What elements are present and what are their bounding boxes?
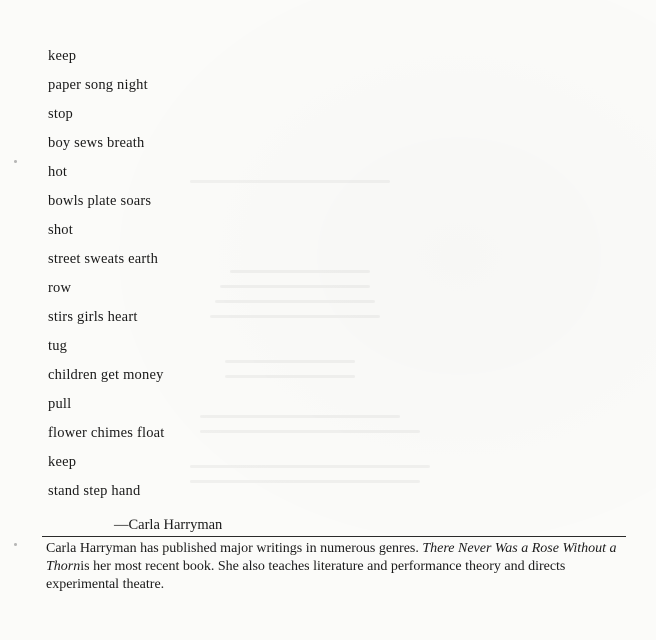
poem-line: pull bbox=[48, 396, 72, 412]
poem-line: shot bbox=[48, 222, 73, 238]
poem-line: keep bbox=[48, 48, 77, 64]
poem-line: stirs girls heart bbox=[48, 309, 138, 325]
author-bio bbox=[46, 540, 632, 594]
poem-line: keep bbox=[48, 454, 77, 470]
paper-speck bbox=[14, 160, 17, 163]
bio-lead-text: Carla Harryman has published major writings in numerous genres. bbox=[46, 541, 423, 556]
poem-line: street sweats earth bbox=[48, 251, 159, 267]
poem-line: flower chimes float bbox=[48, 425, 165, 441]
author-attribution: —Carla Harryman bbox=[114, 517, 223, 533]
poem-line: children get money bbox=[48, 367, 164, 383]
poem-line: paper song night bbox=[48, 77, 148, 93]
show-through-ghost-text bbox=[180, 170, 510, 500]
poem-line: row bbox=[48, 280, 72, 296]
poem-line: tug bbox=[48, 338, 68, 354]
poem-line: hot bbox=[48, 164, 68, 180]
poem-line: stop bbox=[48, 106, 73, 122]
poem-line: stand step hand bbox=[48, 483, 141, 499]
book-title: There Never Was a Rose Without a Thorn bbox=[46, 541, 617, 574]
paper-speck bbox=[14, 543, 17, 546]
poem-line: bowls plate soars bbox=[48, 193, 152, 209]
section-divider bbox=[42, 536, 626, 537]
bio-tail-text: is her most recent book. She also teaches literature and performance theory and directs experimental theatre. bbox=[46, 559, 566, 592]
poem bbox=[48, 45, 165, 509]
poem-line: boy sews breath bbox=[48, 135, 145, 151]
